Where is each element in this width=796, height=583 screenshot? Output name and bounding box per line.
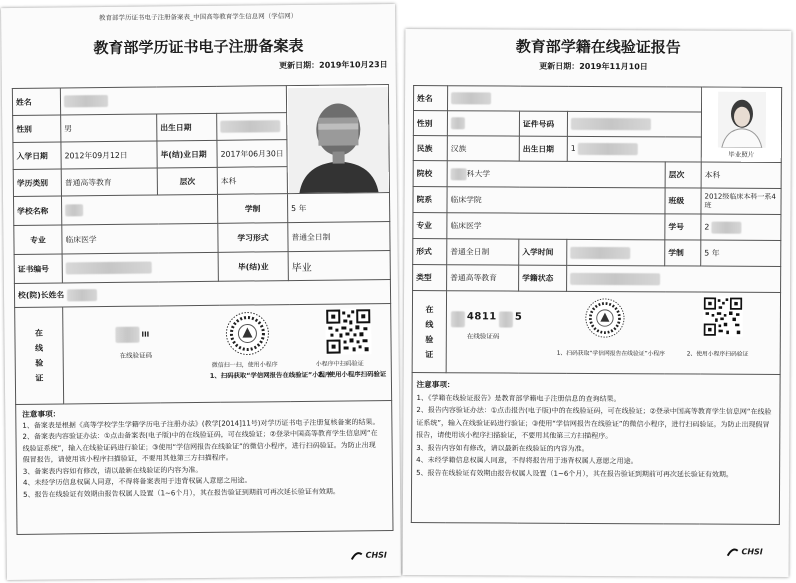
redacted-name <box>451 92 491 104</box>
major-value: 临床医学 <box>62 223 218 254</box>
notes-section <box>411 373 780 525</box>
form-label: 形式 <box>413 239 447 265</box>
step1-text: 1、扫码获取“学信网报告在线验证”小程序 <box>209 370 332 380</box>
birth-label: 出生日期 <box>157 113 217 141</box>
id-label: 证件号码 <box>519 111 567 136</box>
type-label: 类型 <box>413 265 447 291</box>
major-label: 专业 <box>413 213 447 239</box>
note-item: 5、报告在线验证有效期由报告权属人设置（1~6个月），其在报告验证到期前可再次延长验证有效期。 <box>416 468 733 479</box>
document-title: 教育部学历证书电子注册备案表 <box>93 36 304 58</box>
redacted-birth <box>220 120 280 133</box>
redacted-school <box>451 168 467 180</box>
college-label: 院系 <box>413 187 447 213</box>
status-label: 学籍状态 <box>519 265 567 291</box>
level-value: 本科 <box>701 162 781 188</box>
note-item: 3、报告内容如有修改，请以最新在线验证的内容为准。 <box>416 443 589 453</box>
chsi-logo-icon <box>351 550 363 560</box>
verify-code-label: 在线验证码 <box>466 332 500 341</box>
student-status-report <box>403 29 792 577</box>
redacted-gender <box>451 117 465 129</box>
major-value: 临床医学 <box>447 213 665 240</box>
birth-value: 1 <box>570 143 576 153</box>
record-table <box>411 85 782 525</box>
redacted-id <box>571 118 651 130</box>
enroll-label: 入学时间 <box>519 239 567 265</box>
update-date: 更新日期：2019年11月10日 <box>539 61 648 72</box>
note-item: 5、报告在线验证有效期由报告权属人设置（1~6个月），其在报告验证到期前可再次延长验证有效期。 <box>23 487 340 499</box>
verify-code-label: 在线验证码 <box>119 351 153 360</box>
step2-text: 2、使用小程序扫码验证 <box>317 370 387 379</box>
gender-label: 性别 <box>413 111 447 136</box>
verify-section <box>63 304 392 404</box>
class-value: 2012级临床本科一系4班 <box>701 188 781 214</box>
student-no-value: 2 <box>704 222 710 232</box>
birth-label: 出生日期 <box>519 136 567 161</box>
redacted-verify-code <box>451 311 465 327</box>
grad-result-label: 毕(结)业 <box>218 252 288 282</box>
qr-code-icon[interactable] <box>703 297 743 337</box>
verify-code-partial: III <box>141 330 150 339</box>
verify-code-tail: 5 <box>514 311 523 323</box>
cert-no-label: 证书编号 <box>14 254 62 284</box>
duration-label: 学制 <box>665 240 701 266</box>
qr-code-icon[interactable] <box>325 308 371 354</box>
redacted-principal <box>67 289 97 301</box>
redacted-status <box>570 272 660 284</box>
grad-result-value: 毕业 <box>291 262 312 274</box>
class-label: 班级 <box>665 188 701 214</box>
notes-title: 注意事项： <box>22 409 61 419</box>
record-table <box>12 84 394 535</box>
college-value: 临床学院 <box>447 187 665 214</box>
chsi-logo-icon <box>727 547 739 557</box>
name-label: 姓名 <box>12 88 60 116</box>
note-item: 1、《学籍在线验证报告》是教育部学籍电子注册信息的查询结果。 <box>416 393 621 403</box>
mini-program-caption: 微信扫一扫，使用小程序 <box>211 361 278 369</box>
online-verify-label: 在线验证 <box>425 304 434 359</box>
student-photo <box>288 87 389 194</box>
duration-label: 学制 <box>217 194 287 224</box>
redacted-verify-code <box>115 327 139 343</box>
redacted-enroll <box>570 246 630 258</box>
name-label: 姓名 <box>414 86 448 111</box>
redacted-verify-code-tail <box>499 311 513 327</box>
gender-label: 性别 <box>13 115 61 143</box>
notes-section <box>16 401 393 535</box>
enroll-label: 入学日期 <box>13 142 61 170</box>
note-item: 4、未经学籍信息权属人同意，不得将报告用于违背权属人意愿之用途。 <box>416 456 638 466</box>
note-item: 3、备案表内容如有修改，请以最新在线验证的内容为准。 <box>22 465 203 476</box>
redacted-name <box>64 95 108 107</box>
qr-caption: 小程序中扫码验证 <box>315 360 364 368</box>
online-verify-label: 在线验证 <box>34 328 44 383</box>
chsi-logo <box>727 547 763 557</box>
study-form-value: 普通全日制 <box>288 222 390 252</box>
major-label: 专业 <box>14 225 62 255</box>
notes-title: 注意事项： <box>416 380 455 390</box>
grad-value: 2017年06月30日 <box>217 140 287 168</box>
school-label: 学校名称 <box>13 196 61 226</box>
level-label: 层次 <box>665 162 701 188</box>
enroll-value: 2012年09月12日 <box>61 141 157 169</box>
level-value: 本科 <box>217 167 287 195</box>
nation-value: 汉族 <box>447 136 519 161</box>
chsi-logo-text: CHSI <box>365 550 387 560</box>
edu-type-value: 普通高等教育 <box>61 168 157 196</box>
update-date: 更新日期：2019年10月23日 <box>279 60 388 71</box>
level-label: 层次 <box>157 167 217 195</box>
mini-program-code-icon[interactable] <box>225 311 269 355</box>
school-label: 院校 <box>413 161 447 187</box>
duration-value: 5 年 <box>287 193 389 223</box>
graduation-photo <box>717 92 765 148</box>
nation-label: 民族 <box>413 136 447 161</box>
document-title: 教育部学籍在线验证报告 <box>515 37 681 57</box>
student-no-label: 学号 <box>665 214 701 240</box>
edu-type-label: 学历类别 <box>13 169 61 197</box>
grad-label: 毕(结)业日期 <box>157 140 217 168</box>
step2-text: 2、使用小程序扫码验证 <box>686 351 749 358</box>
verify-code-partial[interactable]: 4811 <box>466 311 497 323</box>
redacted-student-no <box>712 221 742 233</box>
note-item: 2、备案表内容验证办法：①点击备案表(电子版)中的在线验证码，可在线验证；②登录中国高等教育学生信息网“在线验证系统”，输入在线验证码进行验证；③使用“学信网报告在线验证”的微信小程序，进行扫码验证。为防止出现假冒报告，请使用该小程序扫描验证，不要用其他第三方扫描程序。 <box>22 429 378 464</box>
chsi-logo <box>351 550 387 560</box>
redacted-cert-no <box>66 262 152 275</box>
note-item: 4、未经学历信息权属人同意，不得将备案表用于违背权属人意愿之用途。 <box>22 476 252 487</box>
school-value: 科大学 <box>466 168 491 178</box>
redacted-school <box>65 204 83 216</box>
gender-value: 男 <box>61 114 157 142</box>
mini-program-code-icon[interactable] <box>585 298 625 338</box>
photo-caption: 毕业照片 <box>728 150 755 159</box>
type-value: 普通高等教育 <box>447 265 519 291</box>
note-item: 2、报告内容验证办法：①点击报告(电子版)中的在线验证码，可在线验证；②登录中国高等教育学生信息网“在线验证系统”，输入在线验证码进行验证；③使用“学信网报告在线验证”的微信小程序，进行扫码验证。为防止出现假冒报告，请使用该小程序扫描验证，不要用其他第三方扫描程序。 <box>416 406 772 441</box>
form-value: 普通全日制 <box>447 239 519 265</box>
redacted-birth <box>578 143 638 155</box>
page-header-caption: 教育部学历证书电子注册备案表_中国高等教育学生信息网（学信网） <box>98 11 298 23</box>
diploma-registration-record <box>1 4 401 580</box>
principal-label: 校(院)长姓名 <box>17 289 65 300</box>
study-form-label: 学习形式 <box>218 223 288 253</box>
verify-section <box>446 291 780 375</box>
chsi-logo-text: CHSI <box>741 547 763 557</box>
step1-text: 1、扫码获取“学信网报告在线验证”小程序 <box>556 350 665 358</box>
note-item: 1、备案表是根据《高等学校学生学籍学历电子注册办法》(教学[2014]11号)对学历证书电子注册复核备案的结果。 <box>22 417 380 430</box>
duration-value: 5 年 <box>701 240 781 266</box>
